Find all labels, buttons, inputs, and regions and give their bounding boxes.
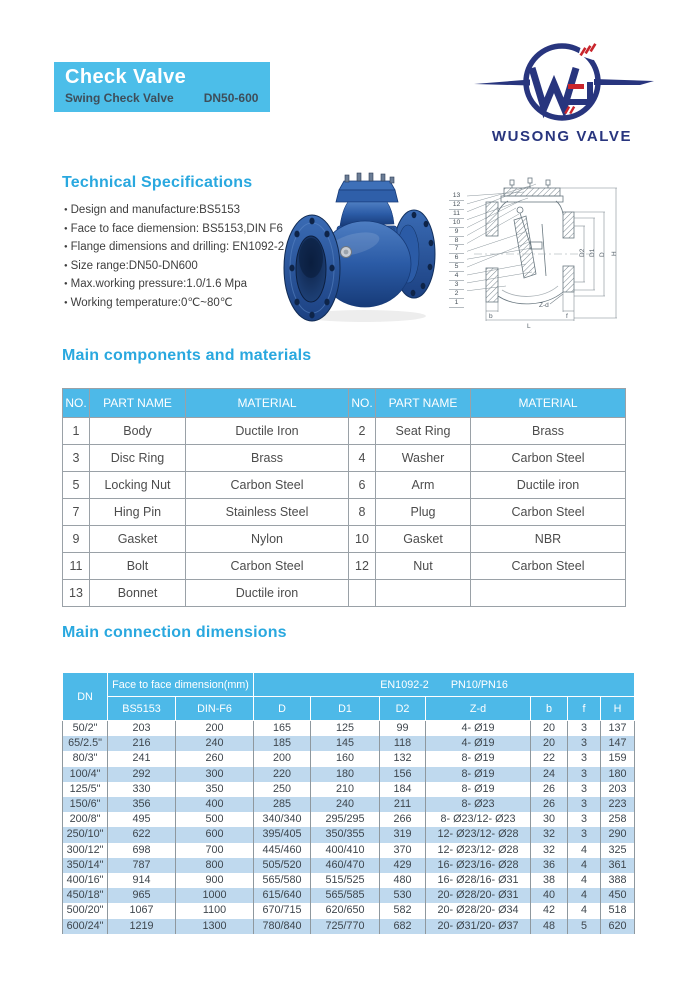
dim-label-f: f bbox=[566, 313, 568, 320]
cell: 4 bbox=[349, 445, 376, 472]
cell: NBR bbox=[471, 526, 626, 553]
col-face-to-face-group: Face to face dimension(mm) bbox=[108, 673, 254, 697]
product-subtitle: Swing Check Valve bbox=[65, 91, 174, 105]
table-row bbox=[63, 812, 635, 827]
cell: 515/525 bbox=[311, 873, 380, 888]
cell: 480 bbox=[380, 873, 426, 888]
cell: 8 bbox=[349, 499, 376, 526]
table-row bbox=[63, 418, 626, 445]
cell: 3 bbox=[568, 827, 601, 842]
cell: 22 bbox=[531, 751, 568, 766]
dim-label-Zd: Z-d bbox=[539, 302, 549, 309]
cell: 132 bbox=[380, 751, 426, 766]
cell: 3 bbox=[568, 721, 601, 737]
col-no-1: NO. bbox=[63, 389, 90, 418]
cell: 290 bbox=[601, 827, 635, 842]
table-row bbox=[63, 736, 635, 751]
cell: 150/6" bbox=[63, 797, 108, 812]
cell: 500 bbox=[176, 812, 254, 827]
cell: 4 bbox=[568, 903, 601, 918]
cell: 250 bbox=[254, 782, 311, 797]
components-heading: Main components and materials bbox=[62, 347, 312, 364]
cell: Brass bbox=[186, 445, 349, 472]
col-bs5153: BS5153 bbox=[108, 697, 176, 721]
dimensions-header-row-2 bbox=[63, 697, 635, 721]
table-row bbox=[63, 873, 635, 888]
cell: 8- Ø23 bbox=[426, 797, 531, 812]
col-dn: DN bbox=[63, 673, 108, 721]
cell: 165 bbox=[254, 721, 311, 737]
cell: Ductile Iron bbox=[186, 418, 349, 445]
table-row bbox=[63, 472, 626, 499]
cell: 460/470 bbox=[311, 858, 380, 873]
cell: 495 bbox=[108, 812, 176, 827]
part-number: 1 bbox=[449, 299, 464, 308]
cell: 26 bbox=[531, 797, 568, 812]
cell: 3 bbox=[568, 767, 601, 782]
col-d1: D1 bbox=[311, 697, 380, 721]
cell: 370 bbox=[380, 843, 426, 858]
cell: 12 bbox=[349, 553, 376, 580]
cell: 16- Ø28/16- Ø31 bbox=[426, 873, 531, 888]
cell: 147 bbox=[601, 736, 635, 751]
col-b: b bbox=[531, 697, 568, 721]
cell: 582 bbox=[380, 903, 426, 918]
cell: 260 bbox=[176, 751, 254, 766]
part-number: 6 bbox=[449, 254, 464, 263]
cell: 388 bbox=[601, 873, 635, 888]
table-row bbox=[63, 553, 626, 580]
cell: 42 bbox=[531, 903, 568, 918]
table-row bbox=[63, 445, 626, 472]
table-row bbox=[63, 767, 635, 782]
spec-item: ● Working temperature:0℃~80℃ bbox=[64, 294, 284, 313]
cell: 8- Ø19 bbox=[426, 751, 531, 766]
cell: 4- Ø19 bbox=[426, 736, 531, 751]
tech-specs-heading: Technical Specifications bbox=[62, 174, 253, 191]
title-banner bbox=[54, 62, 270, 112]
cell: 5 bbox=[63, 472, 90, 499]
page-title: Check Valve bbox=[65, 66, 187, 88]
col-material-2: MATERIAL bbox=[471, 389, 626, 418]
cell: 159 bbox=[601, 751, 635, 766]
cell: 156 bbox=[380, 767, 426, 782]
cell: 200/8" bbox=[63, 812, 108, 827]
cell: 295/295 bbox=[311, 812, 380, 827]
cell: Arm bbox=[376, 472, 471, 499]
cell: 9 bbox=[63, 526, 90, 553]
cell: 65/2.5" bbox=[63, 736, 108, 751]
company-name: WUSONG VALVE bbox=[491, 128, 633, 145]
dim-label-H: H bbox=[611, 251, 618, 256]
cell: 3 bbox=[568, 782, 601, 797]
cell: 20- Ø28/20- Ø34 bbox=[426, 903, 531, 918]
cell: 530 bbox=[380, 888, 426, 903]
cell: 137 bbox=[601, 721, 635, 737]
cell: 615/640 bbox=[254, 888, 311, 903]
table-row bbox=[63, 751, 635, 766]
dimensions-table bbox=[62, 672, 635, 934]
cell: 220 bbox=[254, 767, 311, 782]
col-z-d: Z-d bbox=[426, 697, 531, 721]
table-row bbox=[63, 903, 635, 918]
cell: Brass bbox=[471, 418, 626, 445]
technical-drawing bbox=[446, 168, 660, 336]
cell: Carbon Steel bbox=[186, 553, 349, 580]
cell: 330 bbox=[108, 782, 176, 797]
cell: 620/650 bbox=[311, 903, 380, 918]
part-number: 12 bbox=[449, 201, 464, 210]
cell: Seat Ring bbox=[376, 418, 471, 445]
cell bbox=[471, 580, 626, 607]
cell: 698 bbox=[108, 843, 176, 858]
cell: 125 bbox=[311, 721, 380, 737]
table-row bbox=[63, 580, 626, 607]
cell: 258 bbox=[601, 812, 635, 827]
cell: 361 bbox=[601, 858, 635, 873]
cell: 8- Ø23/12- Ø23 bbox=[426, 812, 531, 827]
cell: 8- Ø19 bbox=[426, 782, 531, 797]
cell: 210 bbox=[311, 782, 380, 797]
part-number: 4 bbox=[449, 272, 464, 281]
col-d2: D2 bbox=[380, 697, 426, 721]
cell: 600/24" bbox=[63, 919, 108, 934]
cell: 2 bbox=[349, 418, 376, 445]
cell: 180 bbox=[601, 767, 635, 782]
cell: Disc Ring bbox=[90, 445, 186, 472]
part-number: 13 bbox=[449, 192, 464, 201]
table-row bbox=[63, 919, 635, 934]
col-din-f6: DIN-F6 bbox=[176, 697, 254, 721]
cell: 400 bbox=[176, 797, 254, 812]
cell: 400/16" bbox=[63, 873, 108, 888]
cell: 682 bbox=[380, 919, 426, 934]
cell: 725/770 bbox=[311, 919, 380, 934]
cell: 340/340 bbox=[254, 812, 311, 827]
cell: 38 bbox=[531, 873, 568, 888]
valve-photo bbox=[282, 168, 452, 328]
cell: 26 bbox=[531, 782, 568, 797]
cell: 518 bbox=[601, 903, 635, 918]
cell: Nylon bbox=[186, 526, 349, 553]
cell: 300 bbox=[176, 767, 254, 782]
cell: 4 bbox=[568, 888, 601, 903]
cell: 350/355 bbox=[311, 827, 380, 842]
cell: 3 bbox=[568, 736, 601, 751]
cell: 20 bbox=[531, 721, 568, 737]
cell: 203 bbox=[108, 721, 176, 737]
cell: 965 bbox=[108, 888, 176, 903]
cell: Carbon Steel bbox=[471, 499, 626, 526]
dim-label-b: b bbox=[489, 313, 493, 320]
cell: Carbon Steel bbox=[471, 553, 626, 580]
cell: 145 bbox=[311, 736, 380, 751]
cell: 50/2" bbox=[63, 721, 108, 737]
cell: 505/520 bbox=[254, 858, 311, 873]
table-row bbox=[63, 782, 635, 797]
cell: Carbon Steel bbox=[471, 445, 626, 472]
components-header-row bbox=[63, 389, 626, 418]
dim-label-D1: D1 bbox=[589, 248, 596, 257]
cell: 211 bbox=[380, 797, 426, 812]
cell: 900 bbox=[176, 873, 254, 888]
part-number: 3 bbox=[449, 281, 464, 290]
cell: Gasket bbox=[376, 526, 471, 553]
cell: 125/5" bbox=[63, 782, 108, 797]
dimensions-heading: Main connection dimensions bbox=[62, 624, 287, 641]
cell: 241 bbox=[108, 751, 176, 766]
cell: 30 bbox=[531, 812, 568, 827]
cell: 1067 bbox=[108, 903, 176, 918]
cell: 300/12" bbox=[63, 843, 108, 858]
cell: Ductile iron bbox=[471, 472, 626, 499]
cell: 180 bbox=[311, 767, 380, 782]
col-d: D bbox=[254, 697, 311, 721]
cell: 32 bbox=[531, 843, 568, 858]
cell: 184 bbox=[380, 782, 426, 797]
col-material-1: MATERIAL bbox=[186, 389, 349, 418]
en-standard: EN1092-2 bbox=[380, 678, 429, 691]
cell: 285 bbox=[254, 797, 311, 812]
dim-label-D2: D2 bbox=[579, 248, 586, 257]
spec-item: ● Design and manufacture:BS5153 bbox=[64, 201, 284, 220]
cell: 48 bbox=[531, 919, 568, 934]
cell: 4- Ø19 bbox=[426, 721, 531, 737]
cell: 216 bbox=[108, 736, 176, 751]
dim-label-L: L bbox=[527, 323, 531, 330]
spec-item: ● Flange dimensions and drilling: EN1092-2 bbox=[64, 238, 284, 257]
cell: 292 bbox=[108, 767, 176, 782]
cell: 429 bbox=[380, 858, 426, 873]
cell: 4 bbox=[568, 843, 601, 858]
cell: 3 bbox=[568, 797, 601, 812]
cell: 12- Ø23/12- Ø28 bbox=[426, 827, 531, 842]
part-number: 2 bbox=[449, 290, 464, 299]
cell: Bolt bbox=[90, 553, 186, 580]
cell: 32 bbox=[531, 827, 568, 842]
cell: Plug bbox=[376, 499, 471, 526]
cell: Stainless Steel bbox=[186, 499, 349, 526]
cell: 3 bbox=[568, 751, 601, 766]
tech-specs-list bbox=[64, 201, 284, 313]
cell: 20- Ø28/20- Ø31 bbox=[426, 888, 531, 903]
cell: 500/20" bbox=[63, 903, 108, 918]
cell: 266 bbox=[380, 812, 426, 827]
table-row bbox=[63, 797, 635, 812]
cell: 350 bbox=[176, 782, 254, 797]
cell: 24 bbox=[531, 767, 568, 782]
dimensions-header-row-1 bbox=[63, 673, 635, 697]
cell: 16- Ø23/16- Ø28 bbox=[426, 858, 531, 873]
dim-label-D: D bbox=[599, 252, 606, 257]
cell: 319 bbox=[380, 827, 426, 842]
cell: 12- Ø23/12- Ø28 bbox=[426, 843, 531, 858]
cell: 1300 bbox=[176, 919, 254, 934]
spec-item: ● Size range:DN50-DN600 bbox=[64, 257, 284, 276]
cell: 160 bbox=[311, 751, 380, 766]
cell: 7 bbox=[63, 499, 90, 526]
cell: Washer bbox=[376, 445, 471, 472]
part-number: 11 bbox=[449, 210, 464, 219]
pn-rating: PN10/PN16 bbox=[450, 678, 508, 691]
cell: 8- Ø19 bbox=[426, 767, 531, 782]
cell: 800 bbox=[176, 858, 254, 873]
cell: 1100 bbox=[176, 903, 254, 918]
cell: 914 bbox=[108, 873, 176, 888]
cell: 10 bbox=[349, 526, 376, 553]
col-no-2: NO. bbox=[349, 389, 376, 418]
cell: Body bbox=[90, 418, 186, 445]
cell: 356 bbox=[108, 797, 176, 812]
part-number: 7 bbox=[449, 245, 464, 254]
cell: 200 bbox=[254, 751, 311, 766]
cell: 3 bbox=[568, 812, 601, 827]
cell: 400/410 bbox=[311, 843, 380, 858]
cell: 6 bbox=[349, 472, 376, 499]
company-logo-icon bbox=[472, 34, 656, 130]
table-row bbox=[63, 843, 635, 858]
cell: 80/3" bbox=[63, 751, 108, 766]
cell: 325 bbox=[601, 843, 635, 858]
cell: 787 bbox=[108, 858, 176, 873]
cell: 700 bbox=[176, 843, 254, 858]
spec-item: ● Max.working pressure:1.0/1.6 Mpa bbox=[64, 275, 284, 294]
cell: 5 bbox=[568, 919, 601, 934]
cell: 1219 bbox=[108, 919, 176, 934]
col-en1092-group bbox=[254, 673, 635, 697]
cell: 4 bbox=[568, 873, 601, 888]
cell: 450/18" bbox=[63, 888, 108, 903]
cell: 240 bbox=[311, 797, 380, 812]
col-f: f bbox=[568, 697, 601, 721]
part-number: 5 bbox=[449, 263, 464, 272]
cell: Locking Nut bbox=[90, 472, 186, 499]
cell: 600 bbox=[176, 827, 254, 842]
drawing-part-numbers bbox=[449, 192, 464, 308]
col-part-2: PART NAME bbox=[376, 389, 471, 418]
cell: 3 bbox=[63, 445, 90, 472]
col-h: H bbox=[601, 697, 635, 721]
cell: 20- Ø31/20- Ø37 bbox=[426, 919, 531, 934]
cell: 99 bbox=[380, 721, 426, 737]
cell: 250/10" bbox=[63, 827, 108, 842]
cell: 670/715 bbox=[254, 903, 311, 918]
table-row bbox=[63, 499, 626, 526]
cell: 240 bbox=[176, 736, 254, 751]
part-number: 10 bbox=[449, 219, 464, 228]
table-row bbox=[63, 721, 635, 737]
cell: Hing Pin bbox=[90, 499, 186, 526]
cell: 622 bbox=[108, 827, 176, 842]
cell: 20 bbox=[531, 736, 568, 751]
table-row bbox=[63, 858, 635, 873]
cell: 450 bbox=[601, 888, 635, 903]
table-row bbox=[63, 526, 626, 553]
cell: 4 bbox=[568, 858, 601, 873]
components-table bbox=[62, 388, 626, 607]
cell: 565/585 bbox=[311, 888, 380, 903]
cell: 200 bbox=[176, 721, 254, 737]
cell: 223 bbox=[601, 797, 635, 812]
cell bbox=[349, 580, 376, 607]
cell: 13 bbox=[63, 580, 90, 607]
cell bbox=[376, 580, 471, 607]
cell: 100/4" bbox=[63, 767, 108, 782]
cell: 40 bbox=[531, 888, 568, 903]
cell: Nut bbox=[376, 553, 471, 580]
cell: Gasket bbox=[90, 526, 186, 553]
size-range: DN50-600 bbox=[203, 91, 259, 105]
cell: 565/580 bbox=[254, 873, 311, 888]
cell: 185 bbox=[254, 736, 311, 751]
cell: 780/840 bbox=[254, 919, 311, 934]
cell: Ductile iron bbox=[186, 580, 349, 607]
cell: 1000 bbox=[176, 888, 254, 903]
cell: 203 bbox=[601, 782, 635, 797]
cell: 620 bbox=[601, 919, 635, 934]
table-row bbox=[63, 888, 635, 903]
cell: 350/14" bbox=[63, 858, 108, 873]
cell: 11 bbox=[63, 553, 90, 580]
cell: 118 bbox=[380, 736, 426, 751]
col-part-1: PART NAME bbox=[90, 389, 186, 418]
cell: Bonnet bbox=[90, 580, 186, 607]
table-row bbox=[63, 827, 635, 842]
part-number: 9 bbox=[449, 228, 464, 237]
cell: 36 bbox=[531, 858, 568, 873]
cell: 445/460 bbox=[254, 843, 311, 858]
cell: Carbon Steel bbox=[186, 472, 349, 499]
cell: 1 bbox=[63, 418, 90, 445]
spec-item: ● Face to face diemension: BS5153,DIN F6 bbox=[64, 220, 284, 239]
cell: 395/405 bbox=[254, 827, 311, 842]
part-number: 8 bbox=[449, 237, 464, 246]
